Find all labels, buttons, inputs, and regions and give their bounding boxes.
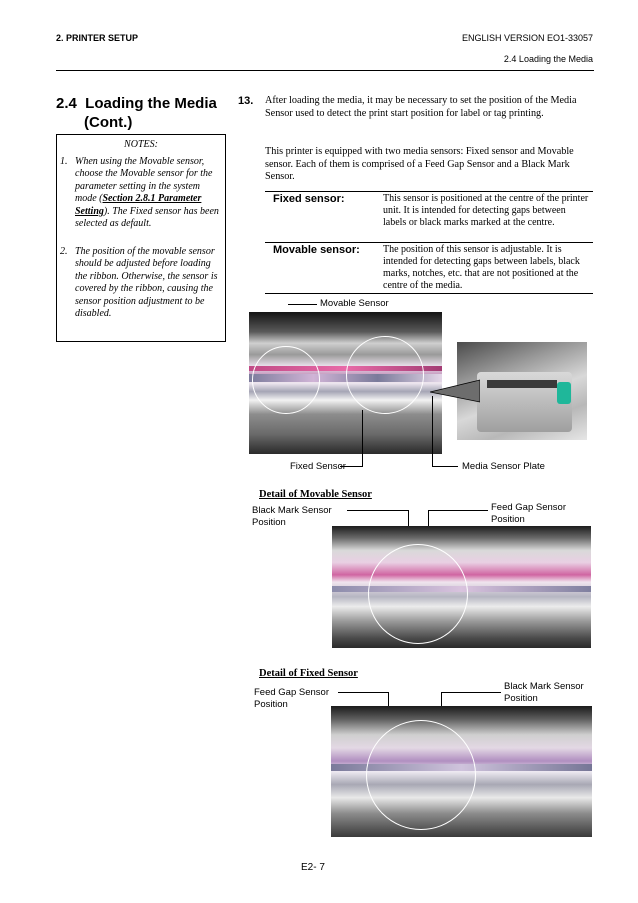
note-text-1 — [75, 156, 224, 230]
section-title-line1: 2.4 Loading the Media — [56, 95, 217, 112]
table-rule-bottom — [265, 293, 593, 294]
fixed-sensor-description: This sensor is positioned at the centre of the printer unit. It is intended for detecting gaps between labels or black marks marked at the centre. — [383, 193, 589, 228]
printer-green-lever — [557, 382, 571, 404]
fixed-black-mark-leader-h — [441, 692, 501, 693]
movable-feed-gap-leader-h — [428, 510, 488, 511]
fixed-sensor-detail-photo — [331, 706, 592, 837]
fixed-sensor-circle — [346, 336, 424, 414]
printer-roller — [487, 380, 557, 388]
movable-sensor-caption: Movable Sensor — [320, 298, 389, 309]
movable-detail-circle — [368, 544, 468, 644]
note-text-1b: ). The Fixed sensor has been selected as default. — [75, 205, 219, 230]
media-sensor-plate-caption: Media Sensor Plate — [462, 461, 545, 472]
note-item-1 — [60, 156, 224, 230]
header-version: ENGLISH VERSION EO1-33057 — [461, 33, 593, 43]
movable-sensor-description: The position of this sensor is adjustable. It is intended for detecting gaps between labels, black marks, notches, etc. that are not positioned at the centre of the media. — [383, 244, 580, 291]
fixed-feed-gap-leader-h — [338, 692, 388, 693]
movable-sensor-leader-h — [287, 304, 317, 305]
detail-fixed-title: Detail of Fixed Sensor — [259, 668, 358, 679]
fixed-detail-circle — [366, 720, 476, 830]
step-paragraph-1: After loading the media, it may be necessary to set the position of the Media Sensor used to detect the print start position for label or tag printing. — [265, 95, 577, 119]
fixed-sensor-caption: Fixed Sensor — [290, 461, 346, 472]
note-text-2: The position of the movable sensor should be adjusted before loading the ribbon. Otherwise, the sensor is covered by the ribbon, causing the sensor position adjustment to be disabled. — [75, 246, 218, 320]
note-number-1: 1. — [60, 156, 68, 167]
section-title — [56, 94, 231, 132]
step-number: 13. — [238, 95, 254, 107]
step-paragraph-2: This printer is equipped with two media sensors: Fixed sensor and Movable sensor. Each of them is comprised of a Feed Gap Sensor and a Black Mark Sensor. — [265, 146, 574, 182]
header-chapter: 2. PRINTER SETUP — [56, 33, 139, 43]
notes-title: NOTES: — [124, 139, 158, 150]
fixed-feed-gap-label: Feed Gap Sensor Position — [254, 687, 329, 710]
header-rule — [56, 70, 594, 71]
fixed-black-mark-label: Black Mark Sensor Position — [504, 681, 584, 704]
section-title-line2: (Cont.) — [84, 114, 133, 131]
movable-black-mark-leader-h — [347, 510, 409, 511]
zoom-pointer — [430, 372, 480, 412]
plate-leader-h — [432, 466, 458, 467]
note-number-2: 2. — [60, 246, 68, 257]
movable-sensor-label: Movable sensor: — [273, 244, 360, 256]
section-reference-link: Section 2.8.1 Parameter Setting — [75, 193, 202, 217]
fixed-sensor-label: Fixed sensor: — [273, 193, 345, 205]
movable-sensor-circle — [252, 346, 320, 414]
sensor-area-photo — [249, 312, 442, 454]
movable-feed-gap-label: Feed Gap Sensor Position — [491, 502, 566, 525]
fixed-sensor-leader-v — [362, 410, 363, 466]
detail-movable-title: Detail of Movable Sensor — [259, 489, 372, 500]
movable-sensor-detail-photo — [332, 526, 591, 648]
page-number: E2- 7 — [301, 862, 325, 873]
table-rule-top — [265, 191, 593, 192]
header-subsection: 2.4 Loading the Media — [503, 54, 593, 64]
note-text-1a: When using the Movable sensor, choose the Movable sensor for the parameter setting in the system mode ( — [75, 156, 213, 205]
table-rule-middle — [265, 242, 593, 243]
note-item-2 — [60, 246, 224, 320]
movable-black-mark-label: Black Mark Sensor Position — [252, 505, 332, 528]
notes-box — [56, 134, 226, 342]
plate-leader-v — [432, 396, 433, 466]
